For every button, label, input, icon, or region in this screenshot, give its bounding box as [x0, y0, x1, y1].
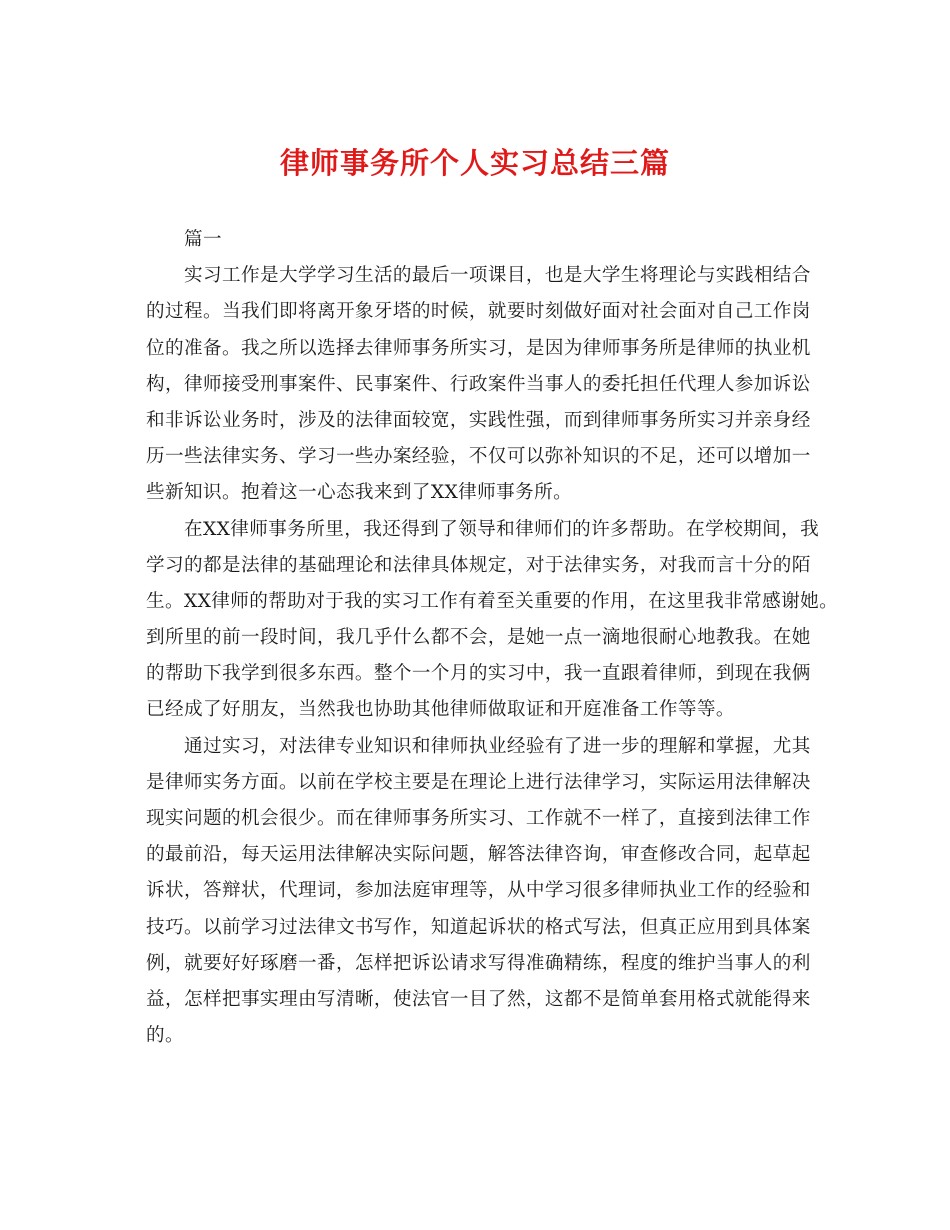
text-line: 已经成了好朋友，当然我也协助其他律师做取证和开庭准备工作等等。 [146, 699, 735, 721]
text-line: 例，就要好好琢磨一番，怎样把诉讼请求写得准确精练，程度的维护当事人的利 [146, 952, 811, 974]
text-line: 和非诉讼业务时，涉及的法律面较宽，实践性强，而到律师事务所实习并亲身经 [146, 409, 811, 431]
text-line: 在XX律师事务所里，我还得到了领导和律师们的许多帮助。在学校期间，我 [184, 518, 820, 540]
text-line: 是律师实务方面。以前在学校主要是在理论上进行法律学习，实际运用法律解决 [146, 771, 811, 793]
text-line: 生。XX律师的帮助对于我的实习工作有着至关重要的作用，在这里我非常感谢她。 [146, 590, 839, 612]
text-line: 诉状，答辩状，代理词，参加法庭审理等，从中学习很多律师执业工作的经验和 [146, 880, 811, 902]
text-line: 构，律师接受刑事案件、民事案件、行政案件当事人的委托担任代理人参加诉讼 [146, 373, 811, 395]
text-line: 现实问题的机会很少。而在律师事务所实习、工作就不一样了，直接到法律工作 [146, 808, 811, 829]
text-line: 到所里的前一段时间，我几乎什么都不会，是她一点一滴地很耐心地教我。在她 [146, 627, 811, 649]
text-line: 实习工作是大学学习生活的最后一项课目，也是大学生将理论与实践相结合 [184, 265, 811, 287]
text-line: 的帮助下我学到很多东西。整个一个月的实习中，我一直跟着律师，到现在我俩 [146, 663, 811, 685]
text-line: 的过程。当我们即将离开象牙塔的时候，就要时刻做好面对社会面对自己工作岗 [146, 301, 811, 323]
text-line: 历一些法律实务、学习一些办案经验，不仅可以弥补知识的不足，还可以增加一 [146, 446, 811, 468]
text-line: 些新知识。抱着这一心态我来到了XX律师事务所。 [146, 482, 573, 504]
text-line: 的最前沿，每天运用法律解决实际问题，解答法律咨询，审查修改合同，起草起 [146, 844, 811, 866]
text-line: 位的准备。我之所以选择去律师事务所实习，是因为律师事务所是律师的执业机 [146, 337, 811, 359]
section-heading: 篇一 [184, 229, 222, 250]
document-title: 律师事务所个人实习总结三篇 [279, 146, 670, 180]
text-line: 学习的都是法律的基础理论和法律具体规定，对于法律实务，对我而言十分的陌 [146, 554, 811, 576]
text-line: 益，怎样把事实理由写清晰，使法官一目了然，这都不是简单套用格式就能得来 [146, 988, 811, 1010]
text-line: 通过实习，对法律专业知识和律师执业经验有了进一步的理解和掌握，尤其 [184, 735, 811, 757]
document-body [146, 222, 839, 1054]
text-line: 的。 [146, 1025, 184, 1047]
text-line: 技巧。以前学习过法律文书写作，知道起诉状的格式写法，但真正应用到具体案 [146, 916, 811, 938]
